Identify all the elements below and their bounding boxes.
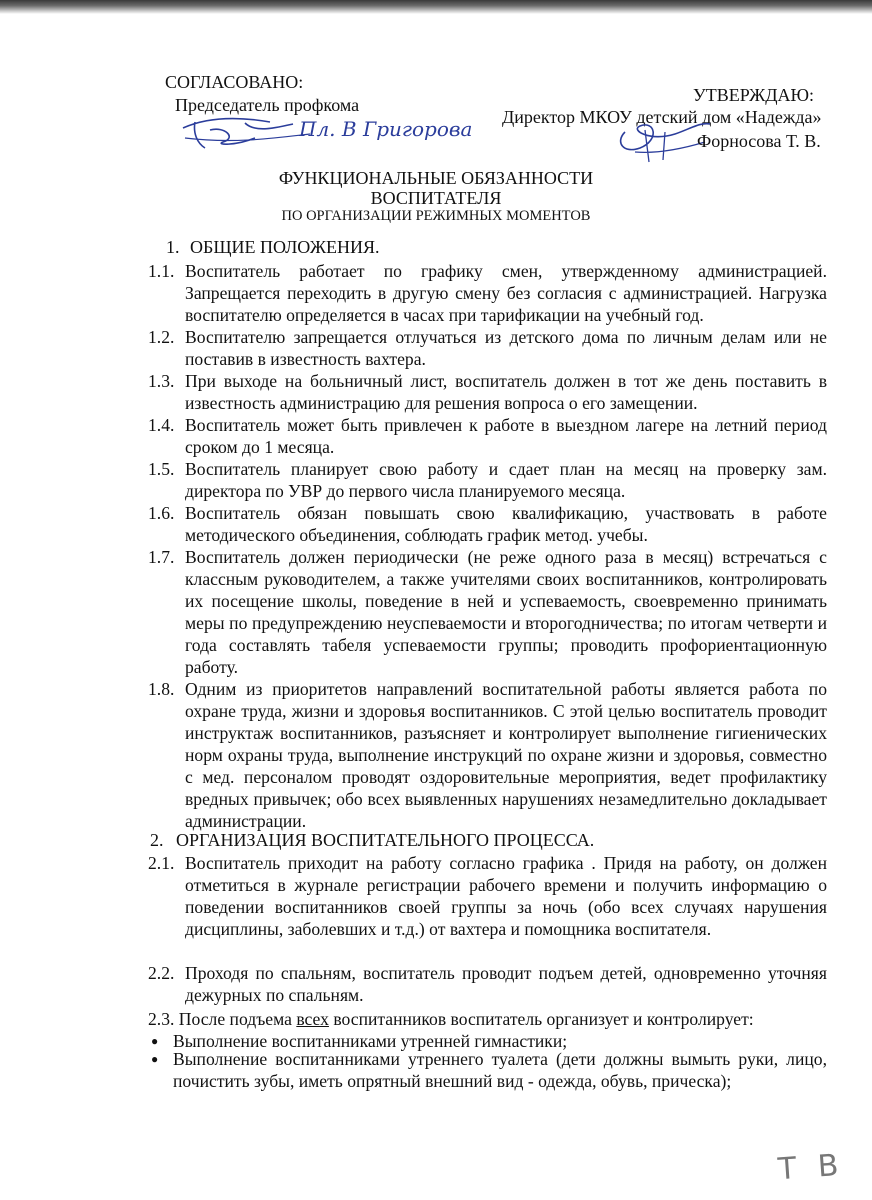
paragraph: Воспитатель может быть привлечен к работе в выездном лагере на летний период сроком до 1 месяца. (185, 415, 827, 457)
paragraph: Воспитатель обязан повышать свою квалификацию, участвовать в работе методического объединения, соблюдать график метод. учебы. (185, 503, 827, 545)
item-number: 1.7. (148, 547, 175, 567)
paragraph: Воспитатель должен периодически (не реже одного раза в месяц) встречаться с классным руководителем, а также учителями своих воспитанников, контролировать их посещение школы, поведение в ней и успеваемость, своевременно принимать меры по предупреждению неуспеваемости и второгодничества; по итогам четверти и года составлять табеля успеваемости группы; проводить профориентационную работу. (185, 547, 827, 677)
handwritten-page-mark: Т В (776, 1147, 846, 1188)
item-number: 1.4. (148, 415, 175, 435)
item-number: 1.3. (148, 371, 175, 391)
underlined-word: всех (296, 1009, 329, 1029)
paragraph: Воспитатель работает по графику смен, утвержденному администрацией. Запрещается переходить в другую смену без согласия с администрацией. Нагрузка воспитателю определяется в часах при тарификации на учебный год. (185, 261, 827, 325)
section2-number: 2. (150, 830, 164, 850)
director-name: Форносова Т. В. (697, 131, 821, 151)
paragraph: Проходя по спальням, воспитатель проводит подъем детей, одновременно уточняя дежурных по спальням. (185, 963, 827, 1005)
doc-title-line1: ФУНКЦИОНАЛЬНЫЕ ОБЯЗАННОСТИ (278, 168, 594, 188)
item-number: 2.2. (148, 963, 175, 983)
text-before: После подъема (178, 1009, 292, 1029)
director-position: Директор МКОУ детский дом «Надежда» (502, 107, 822, 127)
union-chair-position: Председатель профкома (175, 95, 360, 115)
scan-edge (0, 0, 872, 14)
section1-number: 1. (166, 237, 180, 257)
item-number: 2.3. (148, 1009, 175, 1029)
bullet-item: Выполнение воспитанниками утренней гимнастики; (173, 1031, 568, 1051)
paragraph: Воспитатель приходит на работу согласно графика . Придя на работу, он должен отметиться в журнале регистрации рабочего времени и получить информацию о поведении воспитанников своей группы за ночь (обо всех случаях нарушения дисциплины, заболевших и т.д.) от вахтера и помощника воспитателя. (185, 853, 827, 939)
paragraph: При выходе на больничный лист, воспитатель должен в тот же день поставить в известность администрацию для решения вопроса о его замещении. (185, 371, 827, 413)
item-number: 1.8. (148, 679, 175, 699)
item-number: 1.1. (148, 261, 175, 281)
bullet-icon: ● (151, 1034, 159, 1048)
section2-heading: ОРГАНИЗАЦИЯ ВОСПИТАТЕЛЬНОГО ПРОЦЕССА. (176, 830, 595, 850)
paragraph-2-3 (148, 1011, 754, 1029)
bullet-icon: ● (151, 1052, 159, 1066)
item-number: 1.5. (148, 459, 175, 479)
approve-label: УТВЕРЖДАЮ: (693, 85, 815, 105)
signature-handwriting: Пл. В Григорова (299, 117, 473, 141)
text-after: воспитанников воспитатель организует и контролирует: (333, 1009, 754, 1029)
section1-heading: ОБЩИЕ ПОЛОЖЕНИЯ. (190, 237, 380, 257)
paragraph: Одним из приоритетов направлений воспитательной работы является работа по охране труда, жизни и здоровья воспитанников. С этой целью воспитатель проводит инструктаж воспитанников, разъясняет и контролирует выполнение гигиенических норм охраны труда, выполнение инструкций по охране жизни и здоровья, совместно с мед. персоналом проводят оздоровительные мероприятия, ведет профилактику вредных привычек; обо всех выявленных нарушениях незамедлительно докладывает администрации. (185, 679, 827, 831)
item-number: 1.2. (148, 327, 175, 347)
paragraph: Воспитателю запрещается отлучаться из детского дома по личным делам или не поставив в известность вахтера. (185, 327, 827, 369)
item-number: 2.1. (148, 853, 175, 873)
agreed-label: СОГЛАСОВАНО: (165, 72, 304, 92)
union-chair-signature (175, 108, 475, 158)
doc-subtitle: ПО ОРГАНИЗАЦИИ РЕЖИМНЫХ МОМЕНТОВ (281, 208, 591, 224)
paragraph: Воспитатель планирует свою работу и сдает план на месяц на проверку зам. директора по УВР до первого числа планируемого месяца. (185, 459, 827, 501)
doc-title-line2: ВОСПИТАТЕЛЯ (370, 188, 502, 208)
bullet-item: Выполнение воспитанниками утреннего туалета (дети должны вымыть руки, лицо, почистить зубы, иметь опрятный внешний вид - одежда, обувь, прическа); (173, 1049, 827, 1091)
item-number: 1.6. (148, 503, 175, 523)
